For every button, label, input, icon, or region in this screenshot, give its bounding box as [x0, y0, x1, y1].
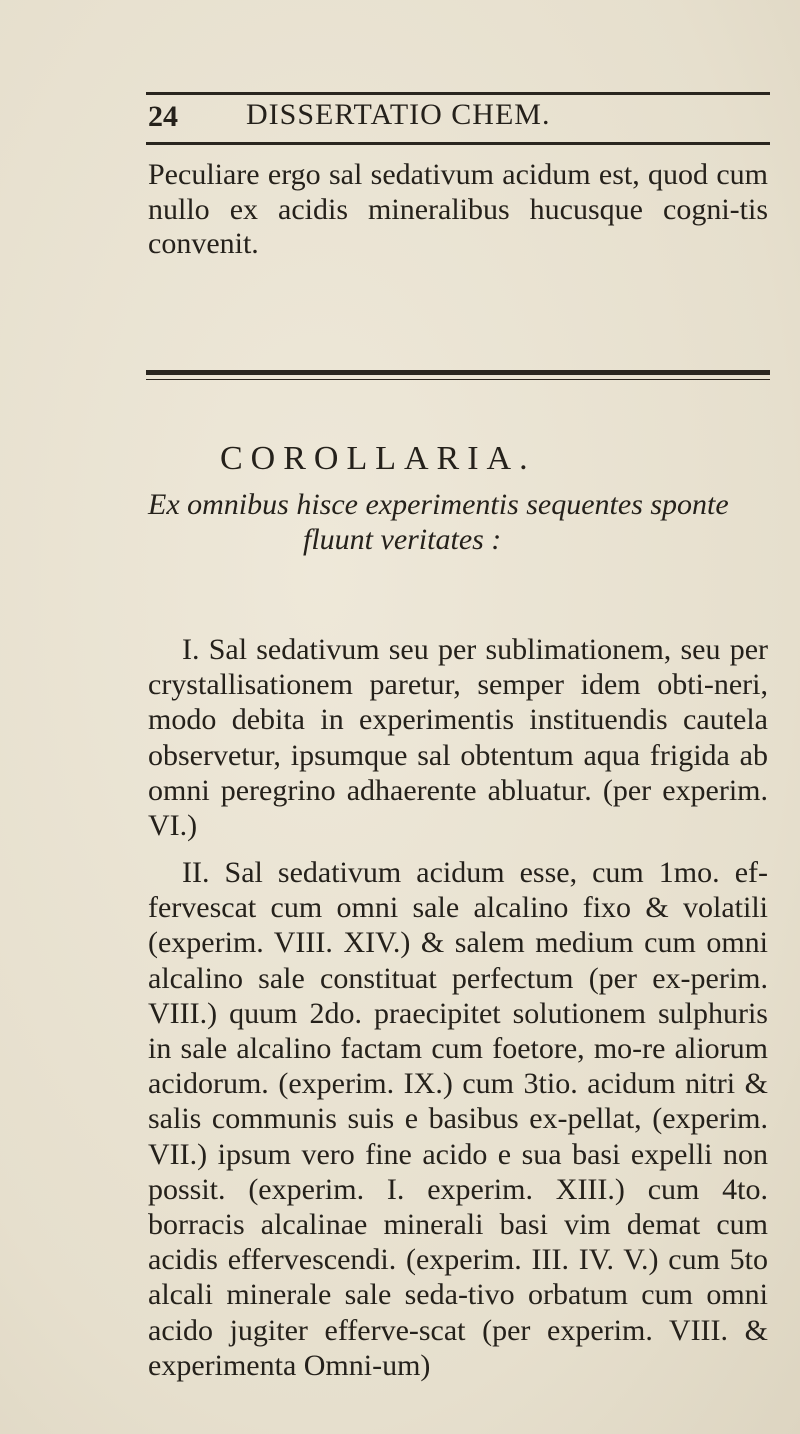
corollary-item-1-text: I. Sal sedativum seu per sublimationem, seu per crystallisationem paretur, semper idem obti-neri, modo debita in experimentis instituendis cautela observetur, ipsumque sal obtentum aqua frigida ab omni peregrino adhaerente abluatur. (per experim. VI.)	[148, 633, 768, 843]
section-intro-line1: Ex omnibus hisce experimentis sequentes sponte	[148, 488, 729, 521]
page-header	[148, 98, 768, 138]
header-rule-bottom	[146, 142, 770, 145]
header-rule-top	[146, 92, 770, 95]
corollary-item-2-text: II. Sal sedativum acidum esse, cum 1mo. ef-fervescat cum omni sale alcalino fixo & volatili (experim. VIII. XIV.) & salem medium cum omni alcalino sale constituat perfectum (per ex-perim. VIII.) quum 2do. praecipitet solutionem sulphuris in sale alcalino factam cum foetore, mo-re aliorum acidorum. (experim. IX.) cum 3tio. acidum nitri & salis communis suis e basibus ex-pellat, (experim. VII.) ipsum vero fine acido e sua basi expelli non possit. (experim. I. experim. XIII.) cum 4to. borracis alcalinae minerali basi vim demat cum acidis effervescendi. (experim. III. IV. V.) cum 5to alcali minerale sale seda-tivo orbatum cum omni acido jugiter efferve-scat (per experim. VIII. & experimenta Omni-um)	[148, 856, 768, 1382]
opening-paragraph: Peculiare ergo sal sedativum acidum est, quod cum nullo ex acidis mineralibus hucusque cogni-tis convenit.	[148, 158, 768, 260]
section-title: COROLLARIA.	[220, 440, 536, 477]
page-number: 24	[148, 100, 178, 133]
running-head: DISSERTATIO CHEM.	[246, 98, 551, 131]
section-divider-thin	[146, 379, 770, 380]
section-intro	[148, 487, 768, 557]
corollary-item-2	[148, 855, 768, 1383]
section-divider-thick	[146, 370, 770, 375]
corollary-item-1	[148, 632, 768, 843]
section-intro-line2: fluunt veritates :	[303, 523, 502, 556]
